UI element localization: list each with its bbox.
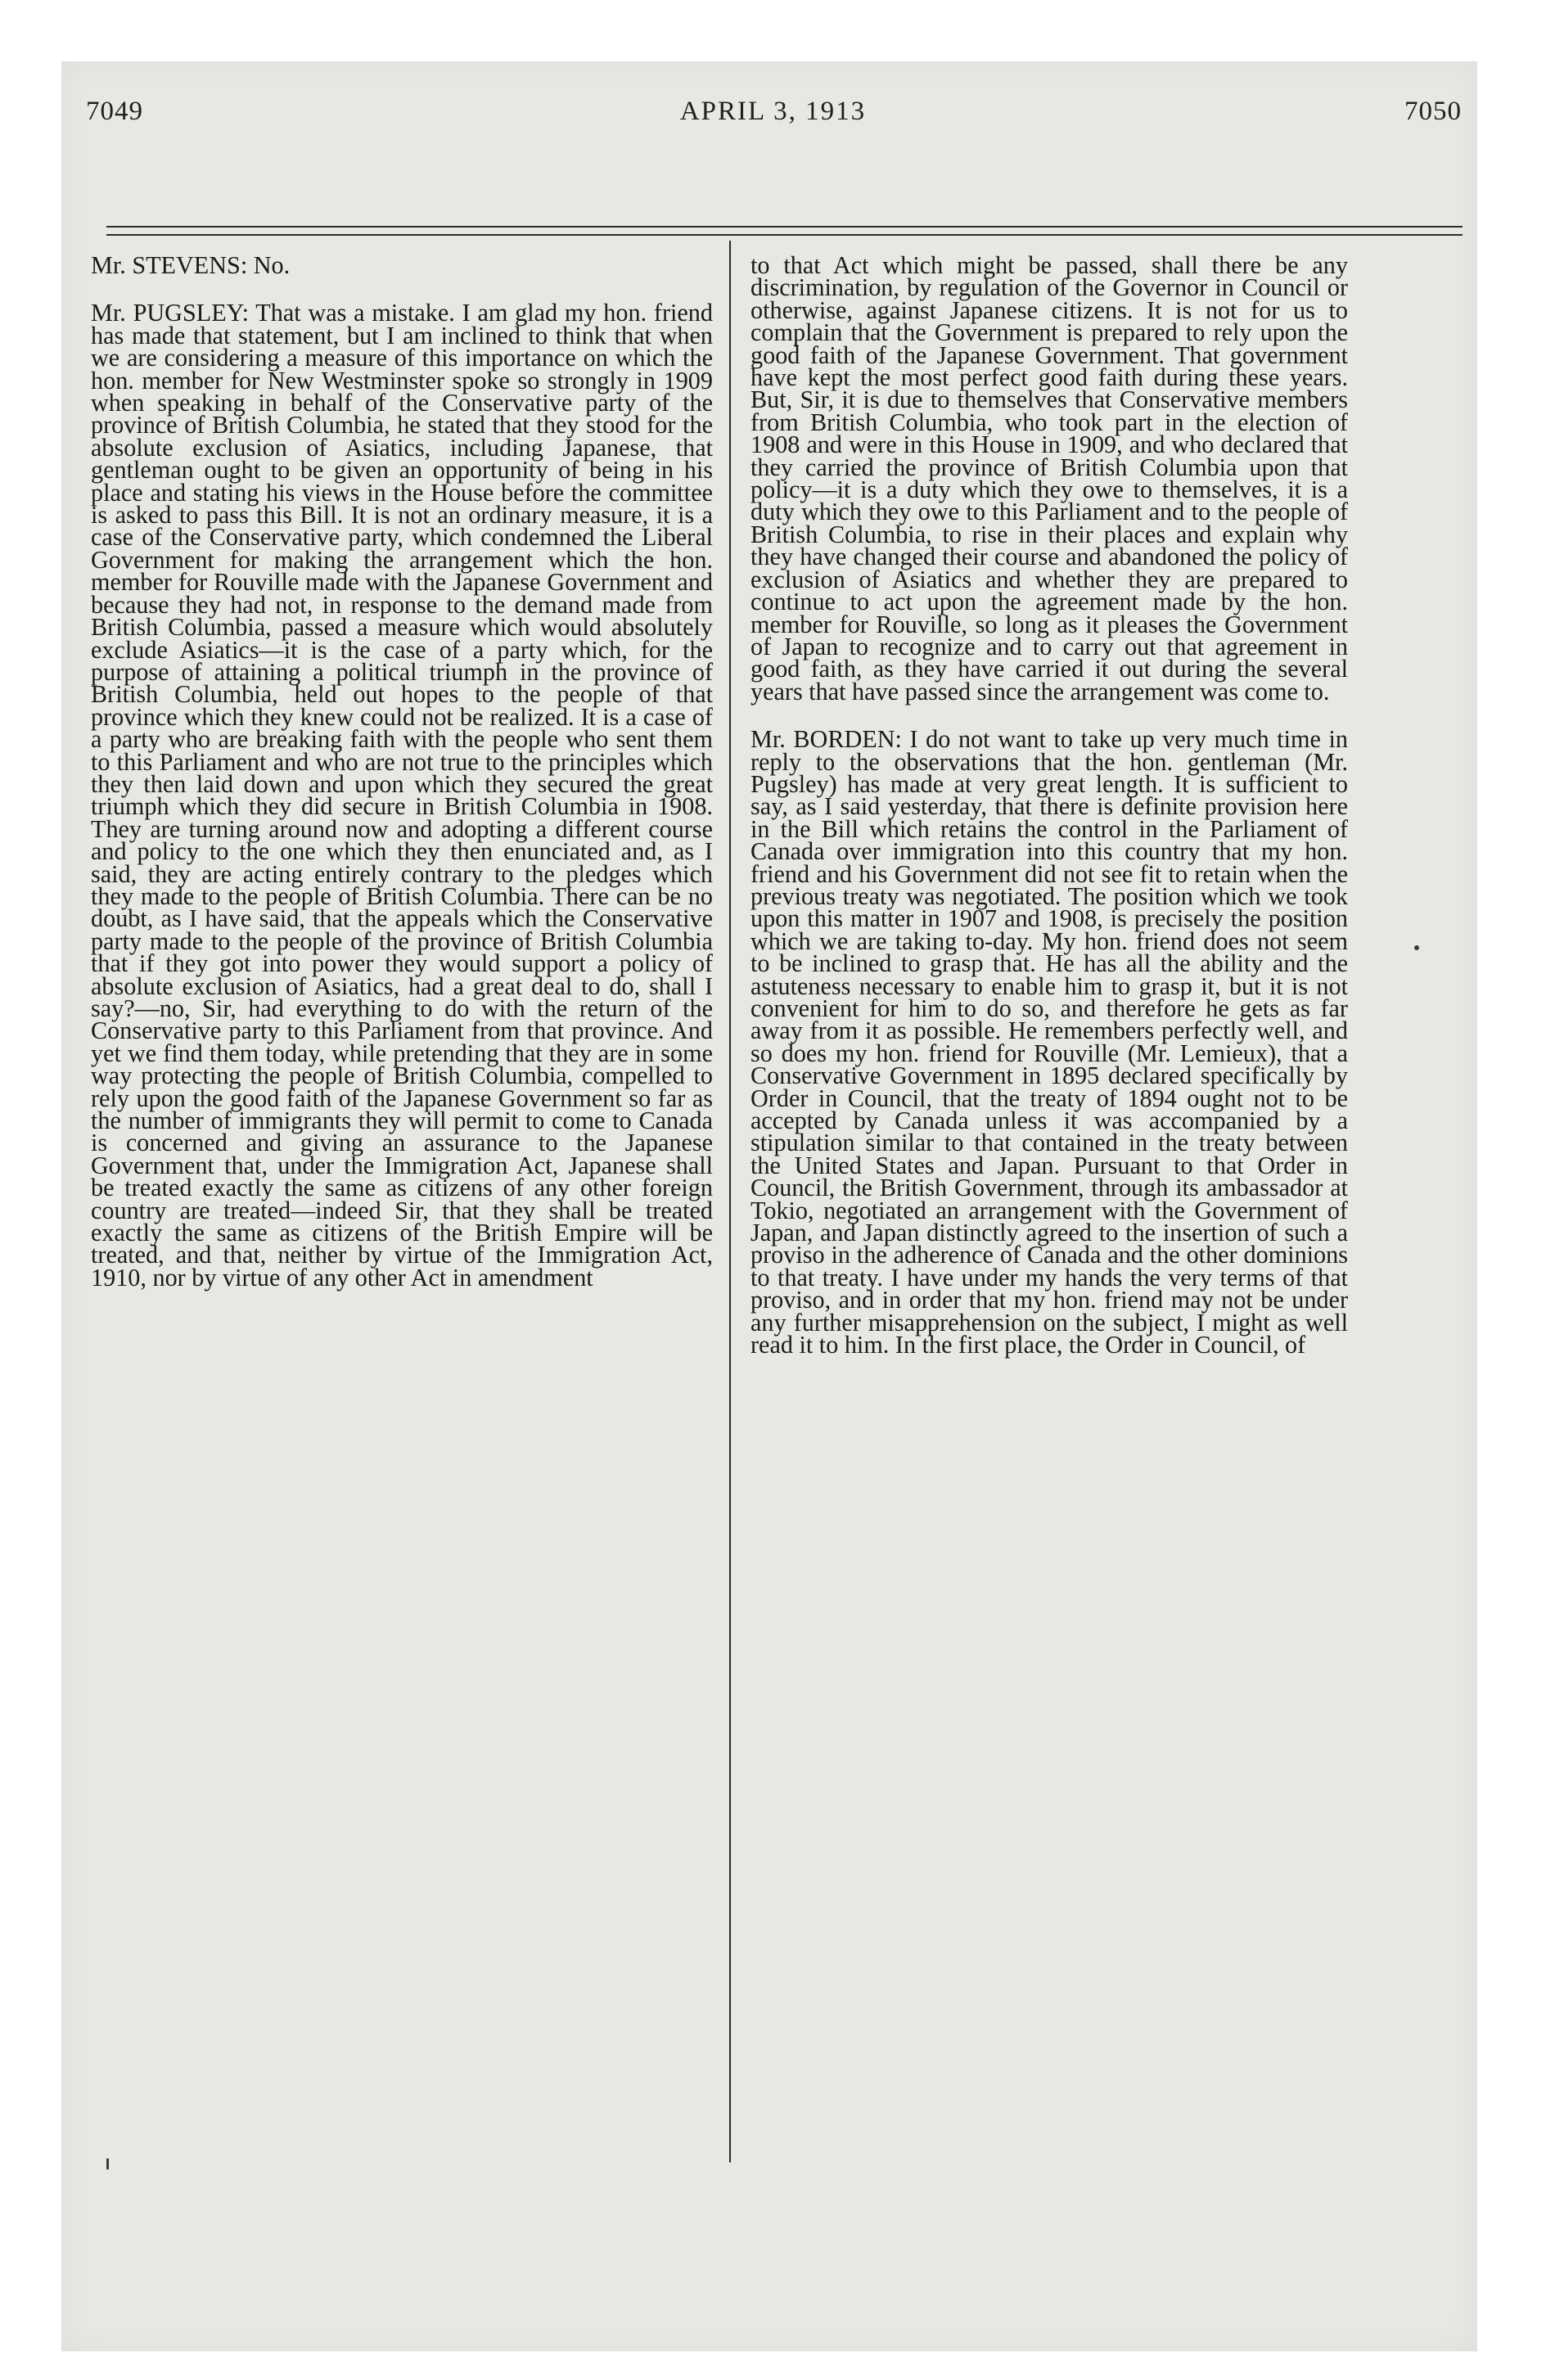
speech-pugsley: Mr. PUGSLEY: That was a mistake. I am glad my hon. friend has made that statement, but I am inclined to think that when we are considering a measure of this importance on which the hon. member for New Westminster spoke so strongly in 1909 when speaking in behalf of the Conservative party of the province of British Columbia, he stated that they stood for the absolute exclusion of Asiatics, including Japanese, that gentleman ought to be given an opportunity of being in his place and stating his views in the House before the committee is asked to pass this Bill. It is not an ordinary measure, it is a case of the Conservative party, which condemned the Liberal Government for making the arrangement which the hon. member for Rouville made with the Japanese Government and because they had not, in response to the demand made from British Columbia, passed a measure which would absolutely exclude Asiatics—it is the case of a party which, for the purpose of attaining a political triumph in the province of British Columbia, held out hopes to the people of that province which they knew could not be realized. It is a case of a party who are breaking faith with the people who sent them to this Parliament and who are not true to the principles which they then laid down and upon which they secured the great triumph which they did secure in British Columbia in 1908. They are turning around now and adopting a different course and policy to the one which they then enunciated and, as I said, they are acting entirely contrary to the pledges which they made to the people of British Columbia. There can be no doubt, as I have said, that the appeals which the Conservative party made to the people of the province of British Columbia that if they got into power they would support a policy of absolute exclusion of Asiatics, had a great deal to do, shall I say?—no, Sir, had everything to do with the return of the Conservative party to this Parliament from that province. And yet we find them today, while pretending that they are in some way protecting the people of British Columbia, compelled to rely upon the good faith of the Japanese Government so far as the number of immigrants they will permit to come to Canada is concerned and giving an assurance to the Japanese Government that, under the Immigration Act, Japanese shall be treated exactly the same as citizens of any other foreign country are treated—indeed Sir, that they shall be treated exactly the same as citizens of the British Empire will be treated, and that, neither by virtue of the Immigration Act, 1910, nor by virtue of any other Act in amendment: [91, 299, 713, 1291]
page-number-left: 7049: [86, 97, 143, 126]
ink-speck: [1414, 945, 1419, 950]
left-column: [91, 251, 713, 1291]
page-number-right: 7050: [1404, 97, 1462, 126]
header-rule-top: [106, 226, 1463, 228]
ink-speck: [106, 2158, 109, 2170]
header-rule-bottom: [106, 234, 1463, 236]
speech-pugsley-continued: to that Act which might be passed, shall there be any discrimination, by regulation of the Governor in Council or otherwise, against Japanese citizens. It is not for us to complain that the Government is prepared to rely upon the good faith of the Japanese Government. That government have kept the most perfect good faith during these years. But, Sir, it is due to themselves that Conservative members from British Columbia, who took part in the election of 1908 and were in this House in 1909, and who declared that they carried the province of British Columbia upon that policy—it is a duty which they owe to themselves, it is a duty which they owe to this Parliament and to the people of British Columbia, to rise in their places and explain why they have changed their course and abandoned the policy of exclusion of Asiatics and whether they are prepared to continue to act upon the agreement made by the hon. member for Rouville, so long as it pleases the Government of Japan to recognize and to carry out that agreement in good faith, as they have carried it out during the several years that have passed since the arrangement was come to.: [750, 251, 1348, 705]
speech-borden: Mr. BORDEN: I do not want to take up very much time in reply to the observations that the hon. gentleman (Mr. Pugsley) has made at very great length. It is sufficient to say, as I said yesterday, that there is definite provision here in the Bill which retains the control in the Parliament of Canada over immigration into this country that my hon. friend and his Government did not see fit to retain when the previous treaty was negotiated. The position which we took upon this matter in 1907 and 1908, is precisely the position which we are taking to-day. My hon. friend does not seem to be inclined to grasp that. He has all the ability and the astuteness necessary to enable him to grasp it, but it is not convenient for him to do so, and therefore he gets as far away from it as possible. He remembers perfectly well, and so does my hon. friend for Rouville (Mr. Lemieux), that a Conservative Government in 1895 declared specifically by Order in Council, that the treaty of 1894 ought not to be accepted by Canada unless it was accompanied by a stipulation similar to that contained in the treaty between the United States and Japan. Pursuant to that Order in Council, the British Government, through its ambassador at Tokio, negotiated an arrangement with the Government of Japan, and Japan distinctly agreed to the insertion of such a proviso in the adherence of Canada and the other dominions to that treaty. I have under my hands the very terms of that proviso, and in order that my hon. friend may not be under any further misapprehension on the subject, I might as well read it to him. In the first place, the Order in Council, of: [750, 725, 1348, 1359]
column-divider: [729, 241, 731, 2162]
right-column: [750, 251, 1348, 1359]
page-date-header: APRIL 3, 1913: [679, 97, 867, 126]
speech-stevens: Mr. STEVENS: No.: [91, 251, 291, 279]
